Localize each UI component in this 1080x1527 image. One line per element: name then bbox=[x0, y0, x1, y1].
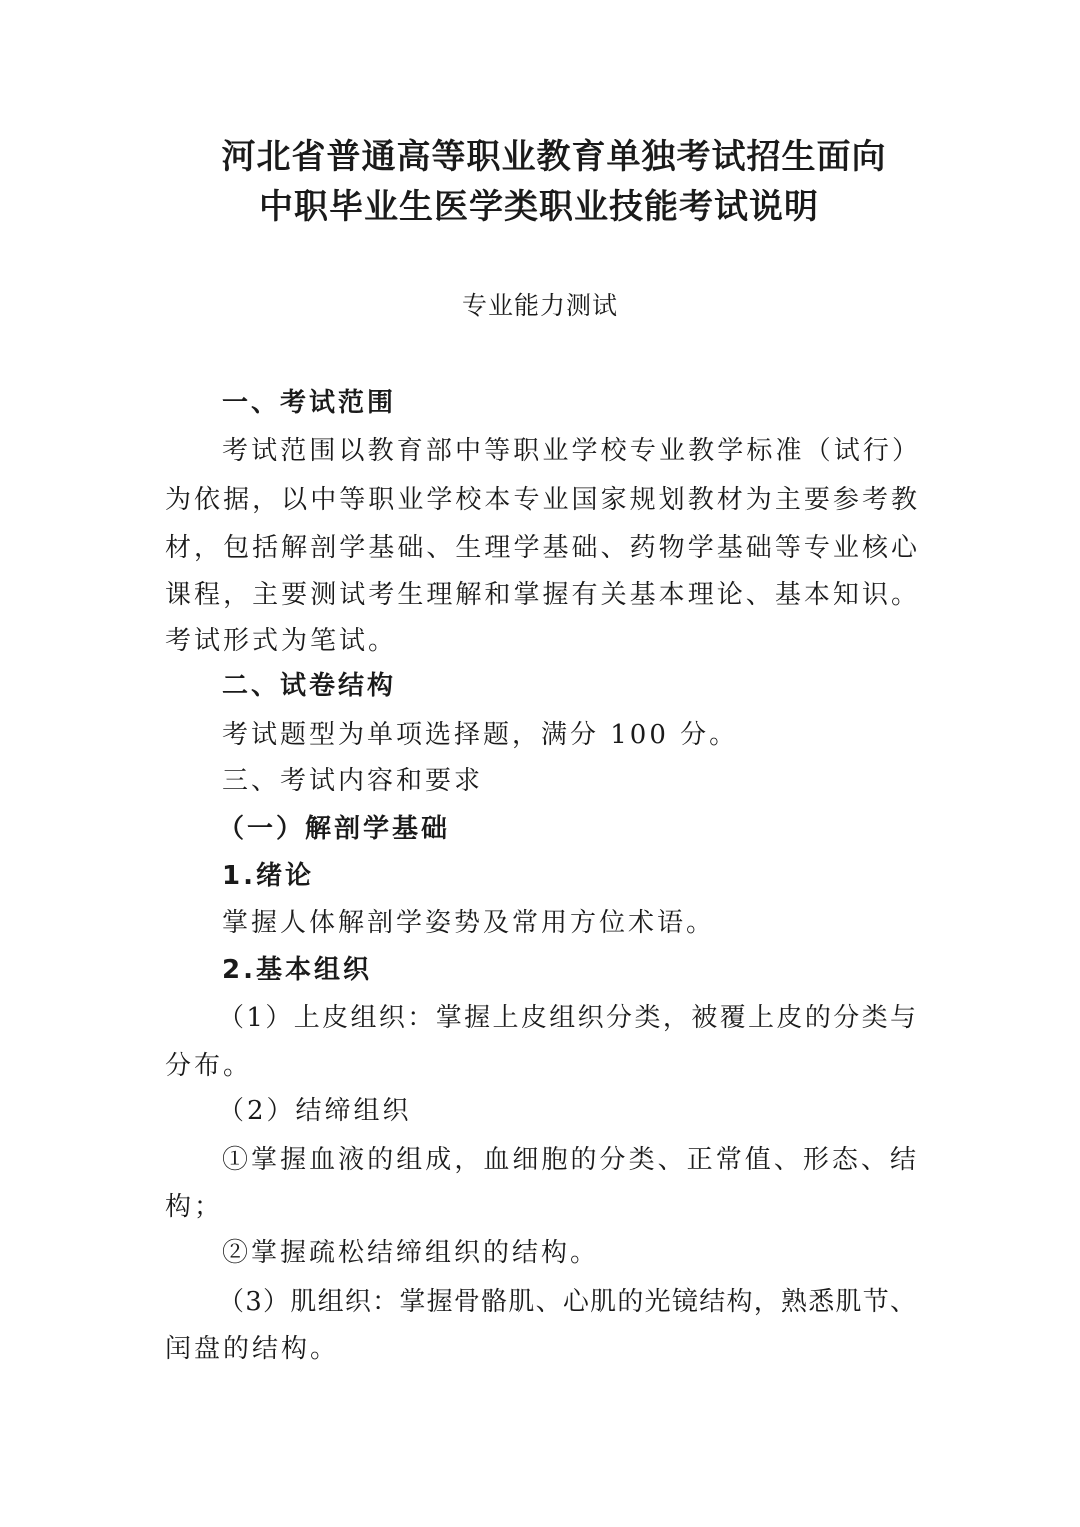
item-2-2-heading: （2）结缔组织 bbox=[218, 1096, 412, 1126]
section-1-paragraph-line: 为依据，以中等职业学校本专业国家规划教材为主要参考教 bbox=[165, 485, 917, 515]
section-1-paragraph-line: 课程，主要测试考生理解和掌握有关基本理论、基本知识。 bbox=[165, 580, 917, 610]
item-2-1-line: 分布。 bbox=[165, 1051, 253, 1081]
item-1-heading: 1.绪论 bbox=[222, 861, 314, 891]
section-2-paragraph: 考试题型为单项选择题，满分 100 分。 bbox=[222, 720, 739, 750]
section-1-heading: 一、考试范围 bbox=[222, 388, 397, 418]
document-title-line-1: 河北省普通高等职业教育单独考试招生面向 bbox=[221, 137, 887, 177]
item-2-2-a-line: ①掌握血液的组成，血细胞的分类、正常值、形态、结 bbox=[222, 1145, 916, 1175]
section-1-paragraph-line: 材，包括解剖学基础、生理学基础、药物学基础等专业核心 bbox=[165, 533, 917, 563]
item-1-text: 掌握人体解剖学姿势及常用方位术语。 bbox=[222, 908, 716, 938]
item-2-3-line: （3）肌组织：掌握骨骼肌、心肌的光镜结构，熟悉肌节、 bbox=[218, 1287, 916, 1317]
item-2-3-line: 闰盘的结构。 bbox=[165, 1334, 340, 1364]
section-3-heading: 三、考试内容和要求 bbox=[222, 766, 484, 796]
section-1-paragraph-line: 考试形式为笔试。 bbox=[165, 626, 398, 656]
item-2-1-line: （1）上皮组织：掌握上皮组织分类，被覆上皮的分类与 bbox=[218, 1003, 916, 1033]
item-2-2-b: ②掌握疏松结缔组织的结构。 bbox=[222, 1238, 600, 1268]
document-title-line-2: 中职毕业生医学类职业技能考试说明 bbox=[259, 187, 819, 227]
section-2-heading: 二、试卷结构 bbox=[222, 671, 397, 701]
subsection-1-heading: （一）解剖学基础 bbox=[218, 814, 451, 844]
item-2-heading: 2.基本组织 bbox=[222, 955, 372, 985]
item-2-2-a-line: 构； bbox=[165, 1192, 224, 1222]
document-subtitle: 专业能力测试 bbox=[461, 291, 618, 320]
section-1-paragraph-line: 考试范围以教育部中等职业学校专业教学标准（试行） bbox=[222, 436, 918, 466]
